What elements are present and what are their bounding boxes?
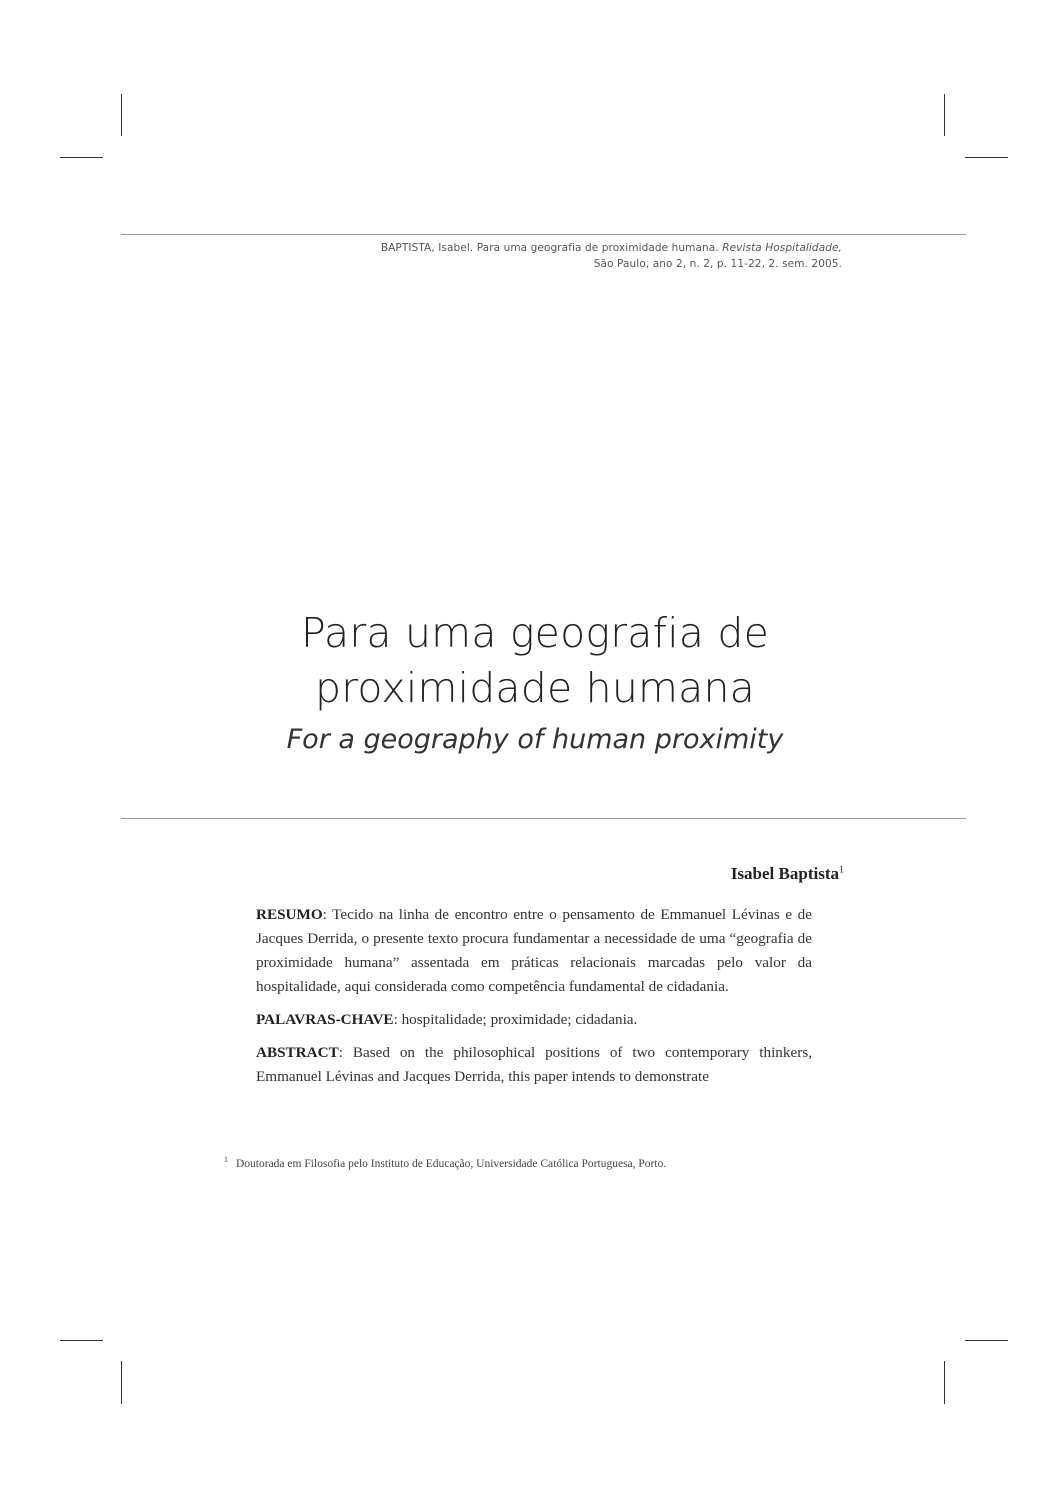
resumo-label: RESUMO <box>256 906 323 923</box>
article-title-line-1: Para uma geografia de <box>300 609 770 657</box>
crop-mark-bottom-right-horizontal <box>965 1340 1008 1341</box>
citation-line-1 <box>322 240 842 256</box>
abstract-block <box>256 903 812 1098</box>
footnote-number: 1 <box>224 1155 228 1164</box>
abstract-paragraph <box>256 1041 812 1089</box>
resumo-paragraph <box>256 903 812 999</box>
citation-journal: Revista Hospitalidade, <box>722 242 842 254</box>
keywords-paragraph <box>256 1008 812 1032</box>
header-rule <box>121 234 966 235</box>
keywords-label: PALAVRAS-CHAVE <box>256 1011 394 1028</box>
citation-author: BAPTISTA, Isabel. Para uma geografia de proximidade humana. <box>380 242 719 254</box>
footnote <box>224 1155 666 1170</box>
citation-details: São Paulo, ano 2, n. 2, p. 11-22, 2. sem. 2005. <box>593 258 842 270</box>
author-footnote-ref: 1 <box>839 864 844 876</box>
citation-header <box>322 240 842 272</box>
crop-mark-bottom-right-vertical <box>944 1361 945 1404</box>
crop-mark-top-right-vertical <box>944 94 945 136</box>
crop-mark-top-left-vertical <box>121 94 122 136</box>
footnote-text: Doutorada em Filosofia pelo Instituto de Educação, Universidade Católica Portuguesa, Porto. <box>236 1157 667 1170</box>
keywords-text: : hospitalidade; proximidade; cidadania. <box>393 1011 638 1028</box>
crop-mark-bottom-left-horizontal <box>60 1340 103 1341</box>
abstract-label: ABSTRACT <box>256 1044 339 1061</box>
title-block <box>120 606 950 760</box>
crop-mark-top-right-horizontal <box>965 157 1008 158</box>
author-name-text: Isabel Baptista <box>730 864 839 883</box>
crop-mark-bottom-left-vertical <box>121 1361 122 1404</box>
author-name <box>731 864 844 884</box>
abstract-text: : Based on the philosophical positions of two contemporary thinkers, Emmanuel Lévinas and Jacques Derrida, this paper intends to demonstrate <box>256 1044 812 1085</box>
article-subtitle: For a geography of human proximity <box>286 724 784 755</box>
title-divider <box>121 818 966 819</box>
crop-mark-top-left-horizontal <box>60 157 103 158</box>
resumo-text: : Tecido na linha de encontro entre o pensamento de Emmanuel Lévinas e de Jacques Derrida, o presente texto procura fundamentar a necessidade de uma “geografia de proximidade humana” assentada em práticas relacionais marcadas pelo valor da hospitalidade, aqui considerada como competência fundamental de cidadania. <box>256 906 812 995</box>
article-title-line-2: proximidade humana <box>315 664 755 712</box>
